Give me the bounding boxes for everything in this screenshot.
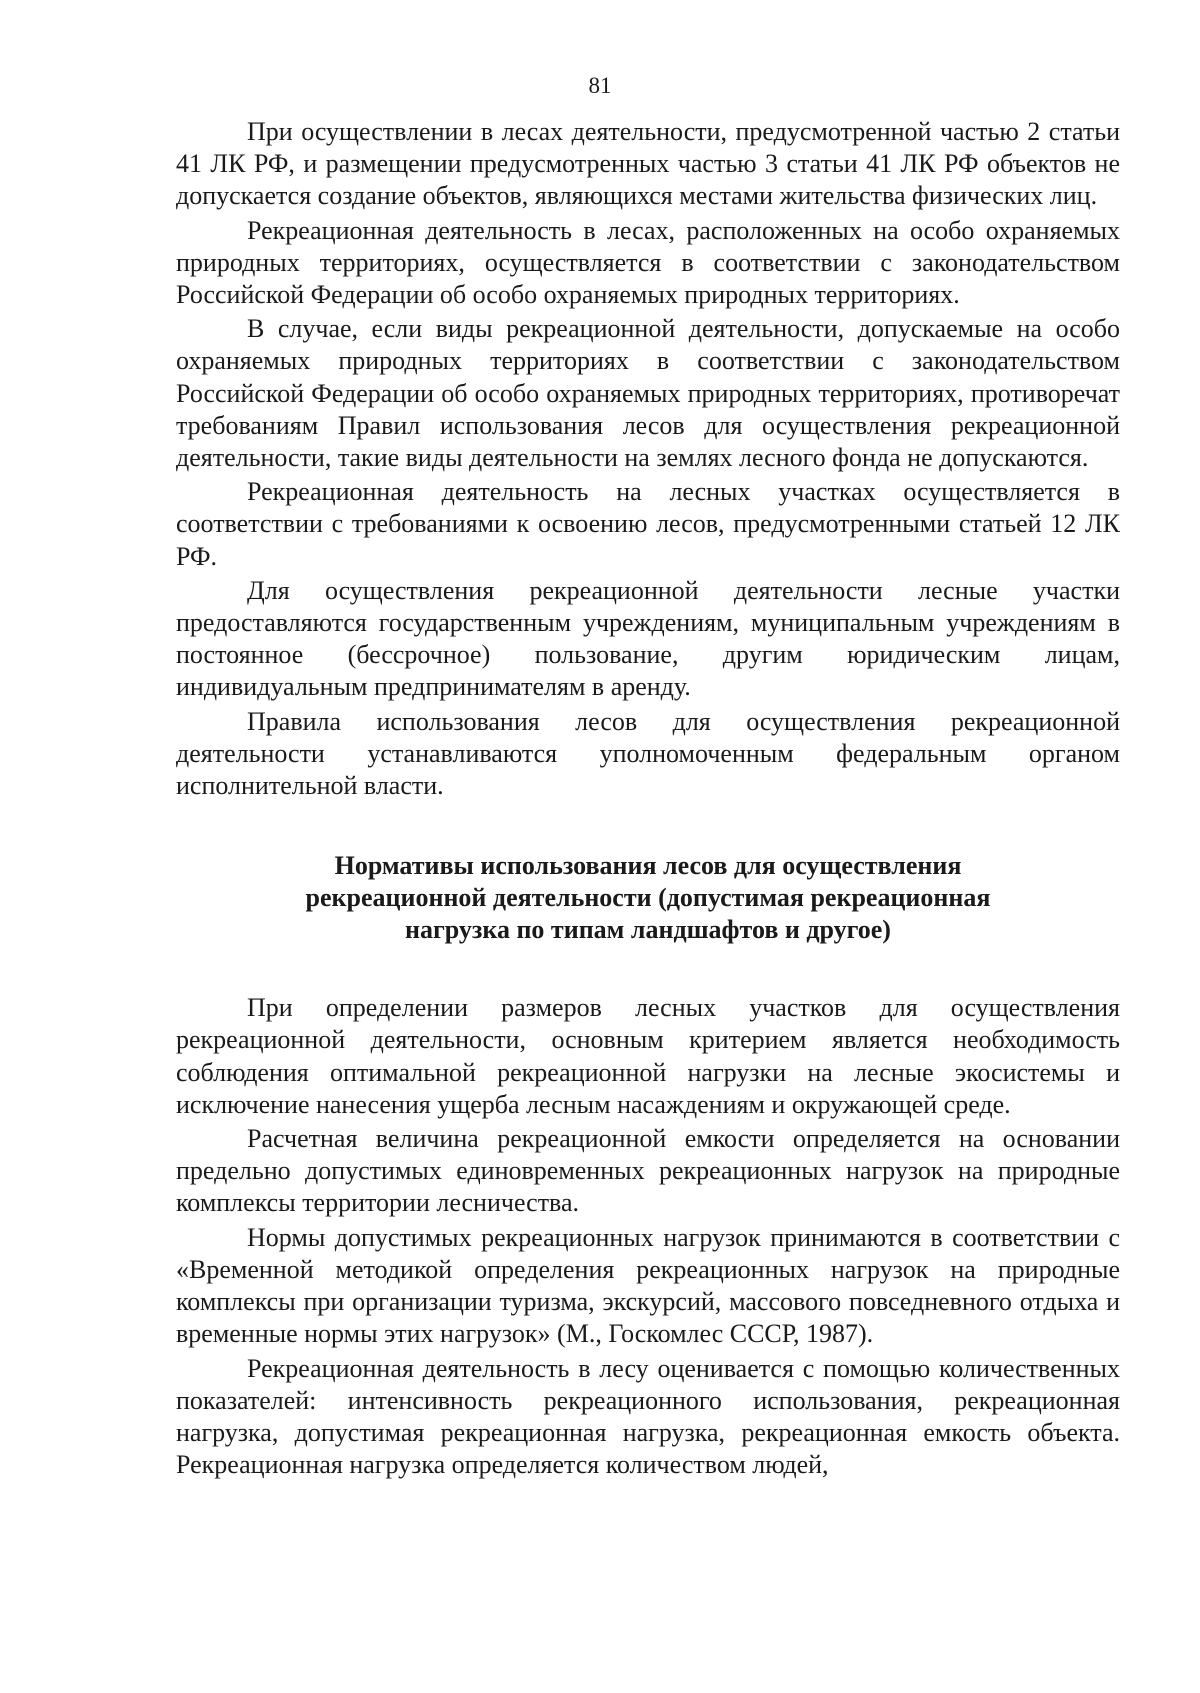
section-heading <box>176 850 1120 946</box>
paragraph: Для осуществления рекреационной деятельности лесные участки предоставляются государственным учреждениям, муниципальным учреждениям в постоянное (бессрочное) пользование, другим юридическим лицам, индивидуальным предпринимателям в аренду. <box>176 575 1120 702</box>
section-heading-line: Нормативы использования лесов для осуществления <box>334 851 962 881</box>
section-heading-line: рекреационной деятельности (допустимая рекреационная <box>305 883 991 913</box>
paragraph: Рекреационная деятельность на лесных участках осуществляется в соответствии с требованиями к освоению лесов, предусмотренными статьей 12 ЛК РФ. <box>176 477 1120 571</box>
paragraph: Расчетная величина рекреационной емкости определяется на основании предельно допустимых единовременных рекреационных нагрузок на природные комплексы территории лесничества. <box>176 1124 1120 1218</box>
page-number: 81 <box>588 73 612 98</box>
paragraph: Правила использования лесов для осуществления рекреационной деятельности устанавливаются уполномоченным федеральным органом исполнительной власти. <box>176 706 1120 801</box>
paragraph: При осуществлении в лесах деятельности, предусмотренной частью 2 статьи 41 ЛК РФ, и размещении предусмотренных частью 3 статьи 41 ЛК РФ объектов не допускается создание объектов, являющихся местами жительства физических лиц. <box>176 117 1120 211</box>
paragraph: Нормы допустимых рекреационных нагрузок принимаются в соответствии с «Временной методикой определения рекреационных нагрузок на природные комплексы при организации туризма, экскурсий, массового повседневного отдыха и временные нормы этих нагрузок» (М., Госкомлес СССР, 1987). <box>176 1222 1120 1349</box>
section-heading-line: нагрузка по типам ландшафтов и другое) <box>405 915 891 945</box>
paragraph: При определении размеров лесных участков для осуществления рекреационной деятельности, основным критерием является необходимость соблюдения оптимальной рекреационной нагрузки на лесные экосистемы и исключение нанесения ущерба лесным насаждениям и окружающей среде. <box>176 993 1120 1119</box>
paragraph: Рекреационная деятельность в лесу оценивается с помощью количественных показателей: интенсивность рекреационного использования, рекреационная нагрузка, допустимая рекреационная нагрузка, рекреационная емкость объекта. Рекреационная нагрузка определяется количеством людей, <box>176 1353 1120 1480</box>
paragraph: Рекреационная деятельность в лесах, расположенных на особо охраняемых природных территориях, осуществляется в соответствии с законодательством Российской Федерации об особо охраняемых природных территориях. <box>176 215 1120 310</box>
document-body <box>176 116 1120 1481</box>
paragraph: В случае, если виды рекреационной деятельности, допускаемые на особо охраняемых природных территориях в соответствии с законодательством Российской Федерации об особо охраняемых природных территориях, противоречат требованиям Правил использования лесов для осуществления рекреационной деятельности, такие виды деятельности на землях лесного фонда не допускаются. <box>176 314 1120 473</box>
